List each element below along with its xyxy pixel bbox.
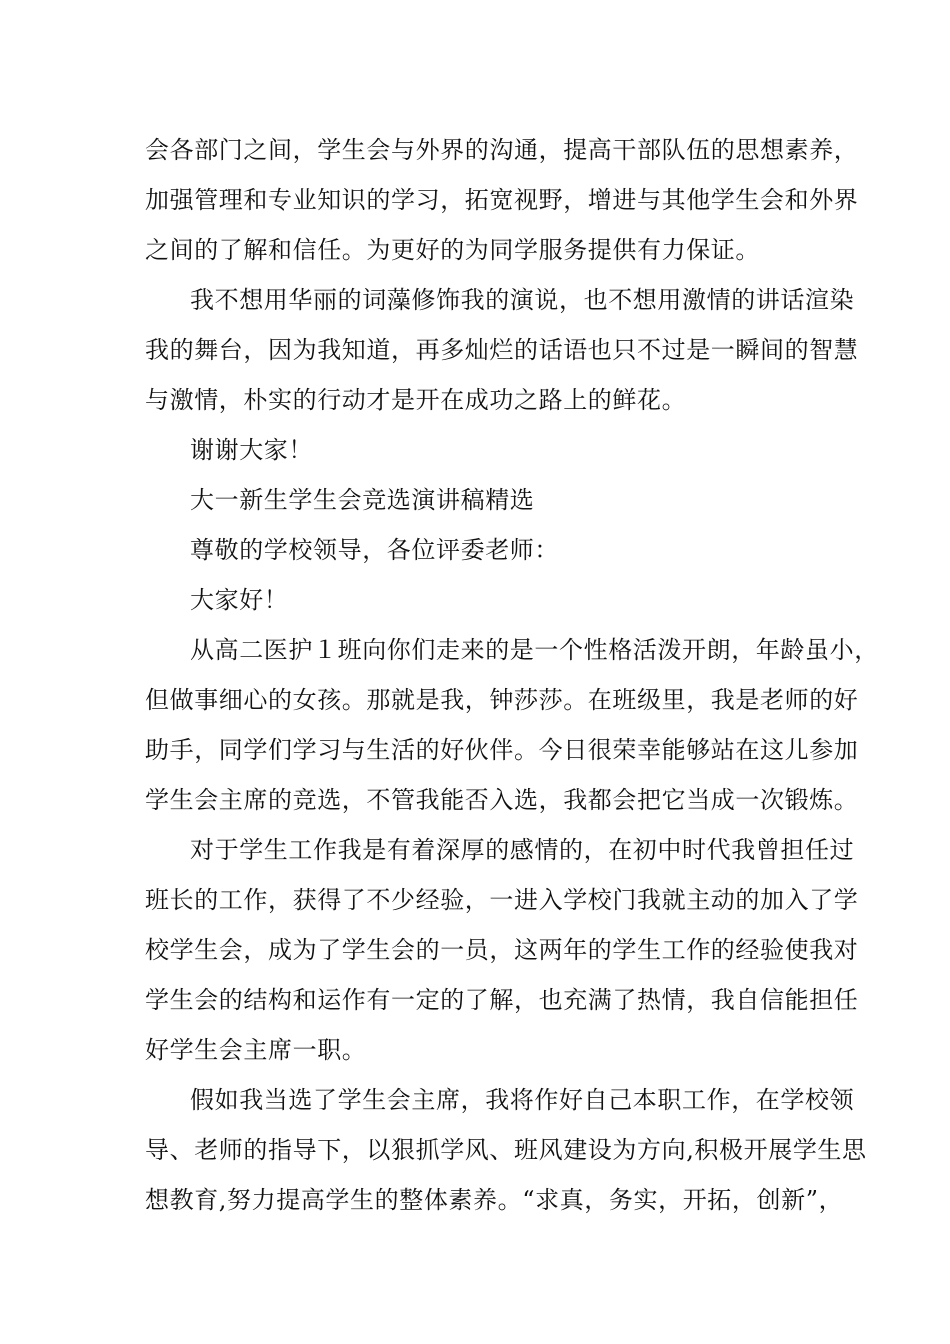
- text-line: 但做事细心的女孩。那就是我，钟莎莎。在班级里，我是老师的好: [145, 686, 859, 714]
- text-line: 想教育,努力提高学生的整体素养。“求真，务实，开拓，创新”，: [145, 1186, 844, 1214]
- text-line: 学生会的结构和运作有一定的了解，也充满了热情，我自信能担任: [145, 986, 859, 1014]
- text-line: 与激情，朴实的行动才是开在成功之路上的鲜花。: [145, 386, 687, 414]
- paragraph-first-line: 假如我当选了学生会主席，我将作好自己本职工作，在学校领: [190, 1086, 855, 1114]
- text-line: 之间的了解和信任。为更好的为同学服务提供有力保证。: [145, 236, 760, 264]
- text-line: 会各部门之间，学生会与外界的沟通，提高干部队伍的思想素养，: [145, 136, 859, 164]
- text-line: 校学生会，成为了学生会的一员，这两年的学生工作的经验使我对: [145, 936, 859, 964]
- text-line: 助手，同学们学习与生活的好伙伴。今日很荣幸能够站在这儿参加: [145, 736, 859, 764]
- salutation: 尊敬的学校领导，各位评委老师：: [190, 536, 559, 564]
- paragraph-first-line: 从高二医护１班向你们走来的是一个性格活泼开朗，年龄虽小，: [190, 636, 879, 664]
- text-line: 我的舞台，因为我知道，再多灿烂的话语也只不过是一瞬间的智慧: [145, 336, 859, 364]
- closing-line: 谢谢大家！: [190, 436, 313, 464]
- paragraph-first-line: 对于学生工作我是有着深厚的感情的，在初中时代我曾担任过: [190, 836, 855, 864]
- text-line: 学生会主席的竞选，不管我能否入选，我都会把它当成一次锻炼。: [145, 786, 859, 814]
- greeting: 大家好！: [190, 586, 289, 614]
- text-line: 导、老师的指导下，以狠抓学风、班风建设为方向,积极开展学生思: [145, 1136, 867, 1164]
- text-line: 好学生会主席一职。: [145, 1036, 367, 1064]
- text-line: 加强管理和专业知识的学习，拓宽视野，增进与其他学生会和外界: [145, 186, 859, 214]
- section-title: 大一新生学生会竞选演讲稿精选: [190, 486, 535, 514]
- text-line: 班长的工作，获得了不少经验，一进入学校门我就主动的加入了学: [145, 886, 859, 914]
- paragraph-first-line: 我不想用华丽的词藻修饰我的演说，也不想用激情的讲话渲染: [190, 286, 855, 314]
